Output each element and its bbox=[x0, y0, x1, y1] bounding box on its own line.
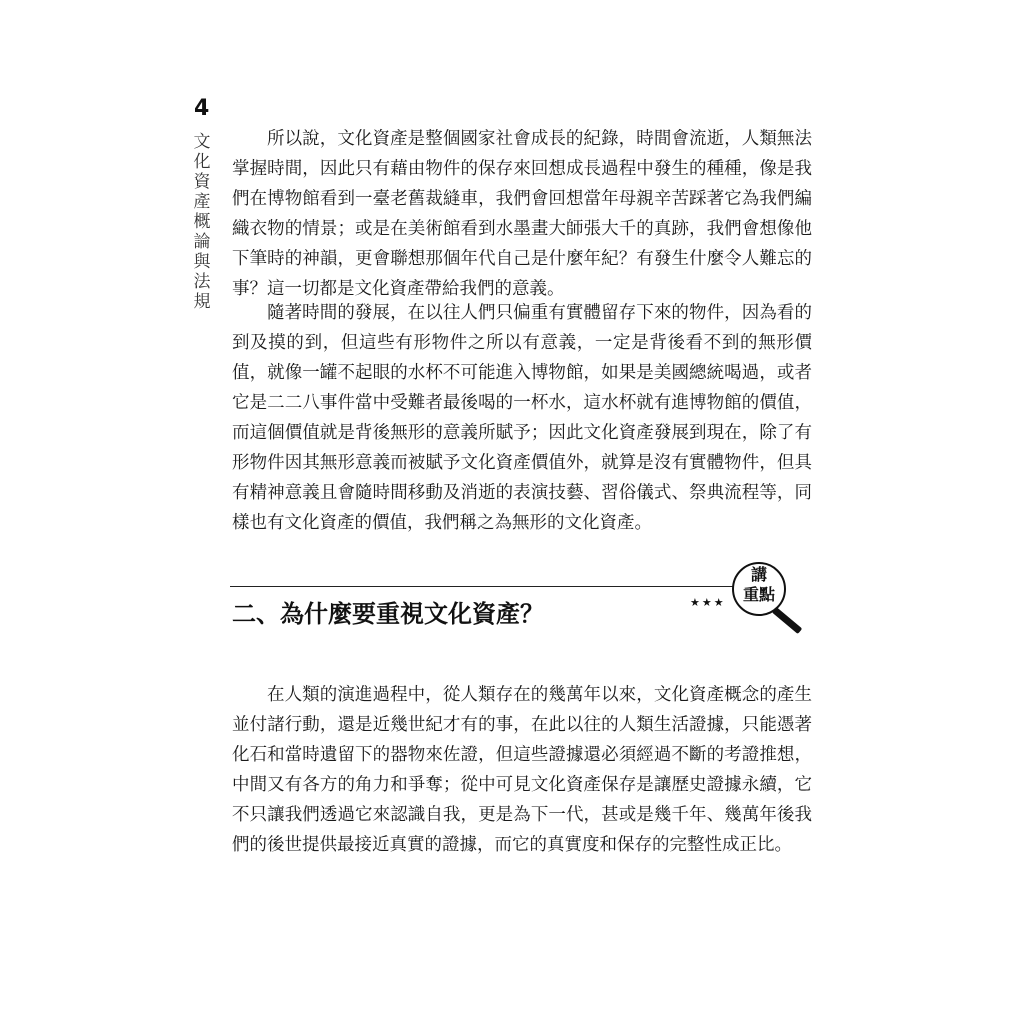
paragraph-3: 在人類的演進過程中，從人類存在的幾萬年以來，文化資產概念的產生並付諸行動，還是近幾世紀才有的事，在此以往的人類生活證據，只能憑著化石和當時遺留下的器物來佐證，但這些證據還必須經過不斷的考證推想，中間又有各方的角力和爭奪；從中可見文化資產保存是讓歷史證據永續，它不只讓我們透過它來認識自我，更是為下一代，甚或是幾千年、幾萬年後我們的後世提供最接近真實的證據，而它的真實度和保存的完整性成正比。 bbox=[232, 685, 812, 855]
key-point-badge bbox=[730, 560, 810, 632]
difficulty-stars: ★★★ bbox=[690, 596, 726, 609]
badge-label-bottom: 重點 bbox=[742, 585, 775, 604]
page-number: 4 bbox=[194, 96, 210, 121]
paragraph-1: 所以說，文化資產是整個國家社會成長的紀錄，時間會流逝，人類無法掌握時間，因此只有藉由物件的保存來回想成長過程中發生的種種，像是我們在博物館看到一臺老舊裁縫車，我們會回想當年母親辛苦踩著它為我們編織衣物的情景；或是在美術館看到水墨畫大師張大千的真跡，我們會想像他下筆時的神韻，更會聯想那個年代自己是什麼年紀？有發生什麼令人難忘的事？這一切都是文化資產帶給我們的意義。 bbox=[232, 129, 812, 299]
badge-label-top: 講 bbox=[750, 565, 767, 584]
side-running-title: 文 化 資 產 概 論 與 法 規 bbox=[193, 132, 211, 312]
paragraph-2: 隨著時間的發展，在以往人們只偏重有實體留存下來的物件，因為看的到及摸的到，但這些有形物件之所以有意義，一定是背後看不到的無形價值，就像一罐不起眼的水杯不可能進入博物館，如果是美國總統喝過，或者它是二二八事件當中受難者最後喝的一杯水，這水杯就有進博物館的價值，而這個價值就是背後無形的意義所賦予；因此文化資產發展到現在，除了有形物件因其無形意義而被賦予文化資產價值外，就算是沒有實體物件，但具有精神意義且會隨時間移動及消逝的表演技藝、習俗儀式、祭典流程等，同樣也有文化資產的價值，我們稱之為無形的文化資產。 bbox=[232, 303, 812, 533]
heading-rule bbox=[230, 586, 746, 587]
magnifier-icon bbox=[772, 607, 803, 634]
section-heading: 二、為什麼要重視文化資產？ bbox=[232, 599, 544, 628]
